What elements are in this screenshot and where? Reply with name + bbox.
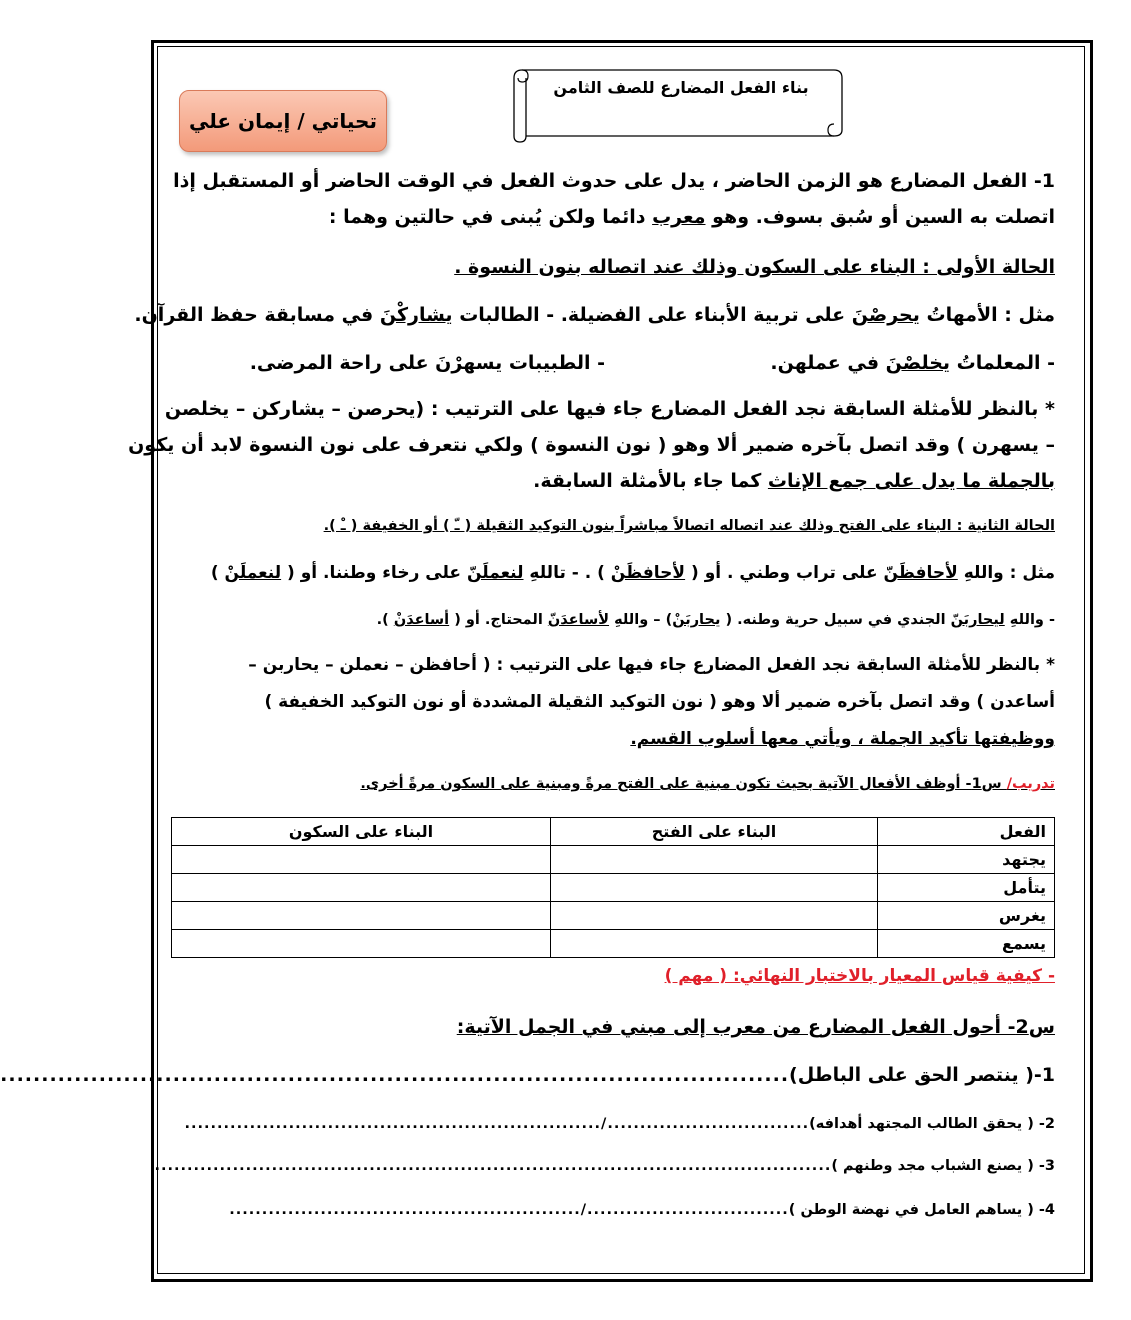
verb-cell: يسمع [878, 930, 1055, 958]
intro-line-2 [329, 206, 1055, 228]
note-underlined: بالجملة ما يدل على جمع الإناث [767, 470, 1055, 492]
case1-heading: الحالة الأولى : البناء على السكون وذلك عند اتصاله بنون النسوة . [454, 256, 1055, 278]
example-text: على تراب وطني . أو ( [685, 563, 884, 583]
case1-note-3 [533, 470, 1055, 492]
example-text: في عملهن. [770, 352, 886, 374]
item-text: 3- ( يصنع الشباب مجد وطنهم ) [831, 1158, 1055, 1174]
column-header: البناء على السكون [172, 818, 551, 846]
example-text: مثل : واللهِ [957, 563, 1055, 583]
column-header: الفعل [878, 818, 1055, 846]
example-verb: يحاربَنْ [672, 612, 721, 628]
example-text: في مسابقة حفظ القرآن. [134, 304, 380, 326]
exercise2-item [183, 1202, 1055, 1218]
answer-cell-fath[interactable] [551, 902, 878, 930]
verb-cell: يغرس [878, 902, 1055, 930]
example-text: على رخاء وطننا. أو ( [281, 563, 467, 583]
example-text: ). [376, 612, 394, 628]
example-verb: أساعدَنْ [393, 612, 450, 628]
answer-cell-sukun[interactable] [172, 930, 551, 958]
item-text: 2- ( يحقق الطالب المجتهد أهدافه) [809, 1116, 1055, 1132]
answer-blank[interactable]: ........................................................................................................ [154, 1158, 832, 1174]
answer-blank[interactable]: .............................../................................................................ [184, 1116, 810, 1132]
case2-note-3: ووظيفتها تأكيد الجملة ، ويأتي معها أسلوب القسم. [630, 729, 1055, 749]
teacher-name-badge: تحياتي / إيمان علي [179, 90, 387, 152]
answer-cell-sukun[interactable] [172, 846, 551, 874]
exercise-text: س1- أوظف الأفعال الآتية بحيث تكون مبنية على الفتح مرةً ومبنية على السكون مرةً أخرى. [360, 776, 1007, 792]
table-header-row [172, 818, 1055, 846]
case2-heading: الحالة الثانية : البناء على الفتح وذلك عند اتصاله اتصالاً مباشراً بنون التوكيد الثقيلة ( ـّ ) أو الخفيفة ( ـْ ). [323, 518, 1055, 534]
example-text: ) – واللهِ [609, 612, 673, 628]
case1-note-2: – يسهرن ) وقد اتصل بآخره ضمير ألا وهو ( نون النسوة ) ولكي نتعرف على نون النسوة لابد أن يكون [128, 434, 1055, 456]
answer-blank[interactable]: .............................../...................................................... [229, 1202, 789, 1218]
verb-cell: يجتهد [878, 846, 1055, 874]
verb-cell: يتأمل [878, 874, 1055, 902]
answer-blank[interactable]: ................................................................................................ [0, 1064, 790, 1086]
case2-example-2 [377, 612, 1055, 628]
intro-text: دائما ولكن يُبنى في حالتين وهما : [328, 206, 653, 228]
example-text: الجندي في سبيل حرية وطنه. ( [720, 612, 951, 628]
intro-line-1: 1- الفعل المضارع هو الزمن الحاضر ، يدل على حدوث الفعل في الوقت الحاضر أو المستقبل إذا [173, 170, 1055, 192]
example-verb: لأحافظَنّ [883, 563, 958, 583]
example-text: مثل : الأمهاتُ [919, 304, 1055, 326]
criterion-note: - كيفية قياس المعيار بالاختبار النهائي: ( مهم ) [664, 966, 1055, 986]
table-row [172, 902, 1055, 930]
example-verb: لنعملَنّ [466, 563, 524, 583]
exercise2-heading: س2- أحول الفعل المضارع من معرب إلى مبني في الجمل الآتية: [456, 1016, 1055, 1038]
exercise2-item [154, 1158, 1055, 1174]
answer-cell-sukun[interactable] [172, 902, 551, 930]
table-row [172, 930, 1055, 958]
table-row [172, 846, 1055, 874]
case1-example-3: - الطبيبات يسهرْنَ على راحة المرضى. [249, 352, 605, 374]
example-text: - المعلماتُ [950, 352, 1055, 374]
table-row [172, 874, 1055, 902]
column-header: البناء على الفتح [551, 818, 878, 846]
answer-cell-fath[interactable] [551, 846, 878, 874]
intro-text: اتصلت به السين أو سُبق بسوف. وهو [705, 206, 1055, 228]
answer-cell-sukun[interactable] [172, 874, 551, 902]
exercise2-item [183, 1116, 1055, 1132]
example-verb: يحرصْنَ [851, 304, 920, 326]
example-verb: لأحافظَنْ [610, 563, 686, 583]
example-verb: لنعملَنْ [224, 563, 282, 583]
case1-example-2 [770, 352, 1055, 374]
answer-cell-fath[interactable] [551, 874, 878, 902]
intro-underlined: معرب [652, 206, 706, 228]
example-text: المحتاج. أو ( [449, 612, 548, 628]
example-text: - واللهِ [1004, 612, 1055, 628]
answer-cell-fath[interactable] [551, 930, 878, 958]
exercise1-table [171, 817, 1055, 958]
example-text: ) . - تاللهِ [523, 563, 611, 583]
example-text: ) [210, 563, 225, 583]
case1-example-1 [134, 304, 1055, 326]
case2-note-1: * بالنظر للأمثلة السابقة نجد الفعل المضارع جاء فيها على الترتيب : ( أحافظن – نعملن – يحاربن – [248, 655, 1055, 675]
exercise-label: تدريب/ [1006, 776, 1055, 792]
case1-note-1: * بالنظر للأمثلة السابقة نجد الفعل المضارع جاء فيها على الترتيب : (يحرصن – يشاركن – يخلصن [164, 398, 1055, 420]
item-text: 1-( ينتصر الحق على الباطل) [789, 1064, 1055, 1086]
item-text: 4- ( يساهم العامل في نهضة الوطن ) [788, 1202, 1055, 1218]
case2-note-2: أساعدن ) وقد اتصل بآخره ضمير ألا وهو ( نون التوكيد الثقيلة المشددة أو نون التوكيد الخفيفة ) [264, 692, 1055, 712]
case2-example-1 [211, 563, 1055, 583]
exercise1-heading [360, 776, 1055, 792]
example-verb: ليحاربَنّ [950, 612, 1005, 628]
example-text: على تربية الأبناء على الفضيلة. - الطالبات [452, 304, 852, 326]
page-title: بناء الفعل المضارع للصف الثامن [553, 78, 809, 97]
note-text: كما جاء بالأمثلة السابقة. [533, 470, 768, 492]
example-verb: يخلصْنَ [885, 352, 951, 374]
example-verb: يشاركْنَ [379, 304, 453, 326]
example-verb: لأساعدَنّ [547, 612, 610, 628]
exercise2-item [0, 1064, 1055, 1086]
